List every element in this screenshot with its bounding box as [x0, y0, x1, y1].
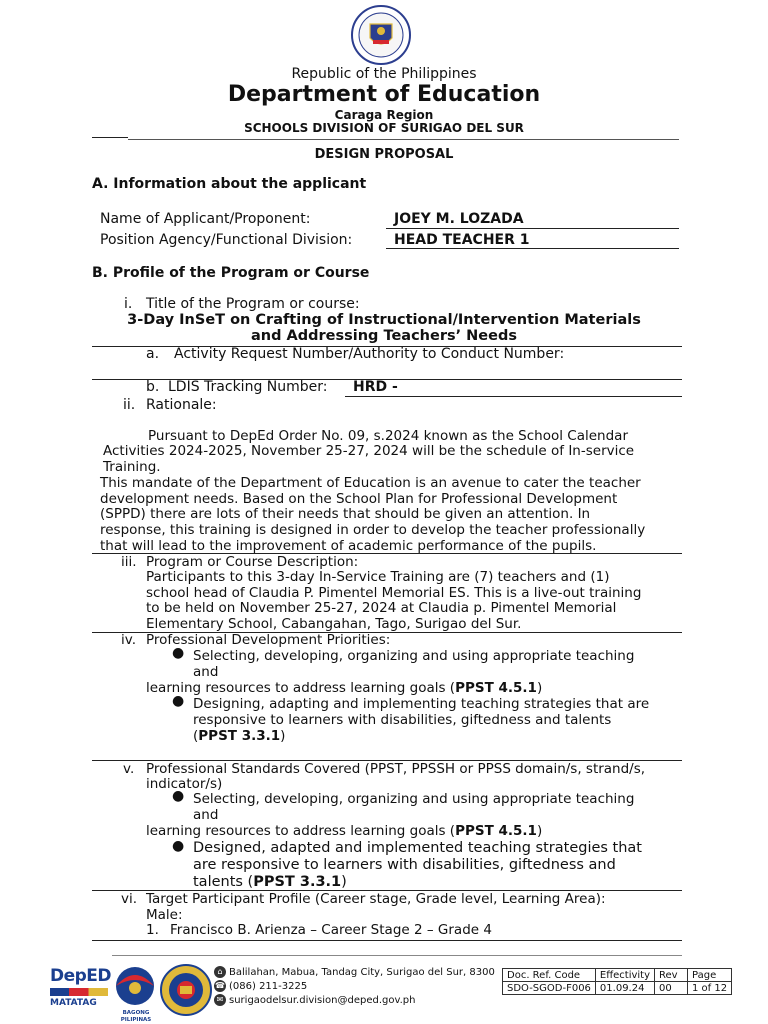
priority-2-line3: (PPST 3.3.1)	[193, 728, 286, 744]
header-rule	[128, 139, 679, 140]
standards-label-line2: indicator/s)	[146, 776, 223, 792]
ppst-code: PPST 3.3.1	[198, 728, 281, 744]
header-rule-left	[92, 137, 128, 138]
rationale-p1-line2: Activities 2024-2025, November 25-27, 2024 will be the schedule of In-service	[103, 443, 635, 459]
applicant-name-value: JOEY M. LOZADA	[394, 211, 524, 227]
participants-underline	[92, 940, 682, 941]
table-cell: SDO-SGOD-F006	[503, 982, 596, 995]
description-line4: Elementary School, Cabangahan, Tago, Surigao del Sur.	[146, 616, 522, 632]
item-a-number: a.	[146, 346, 160, 362]
matatag-text: MATATAG	[50, 998, 97, 1008]
ldis-value: HRD -	[353, 379, 398, 395]
ldis-underline	[345, 396, 682, 397]
item-a-label: Activity Request Number/Authority to Conduct Number:	[174, 346, 565, 362]
standard-2-line1: Designed, adapted and implemented teaching strategies that	[193, 840, 642, 856]
male-label: Male:	[146, 907, 183, 923]
item-iii-number: iii.	[121, 554, 137, 570]
division-line: SCHOOLS DIVISION OF SURIGAO DEL SUR	[244, 121, 524, 135]
table-header: Rev	[655, 969, 688, 982]
participant-profile-label: Target Participant Profile (Career stage, Grade level, Learning Area):	[146, 891, 606, 907]
standard-1-line1: Selecting, developing, organizing and using appropriate teaching	[193, 791, 635, 807]
bagong-pilipinas-text: BAGONG PILIPINAS	[120, 1010, 152, 1023]
standards-label-line1: Professional Standards Covered (PPST, PPSSH or PPSS domain/s, strand/s,	[146, 761, 646, 777]
ppst-code: PPST 4.5.1	[455, 823, 537, 839]
rationale-p1-line3: Training.	[103, 459, 161, 475]
rationale-p2-line4: response, this training is designed in order to develop the teacher professionally	[100, 522, 646, 538]
standard-2-line3: talents (PPST 3.3.1)	[193, 874, 347, 890]
republic-line: Republic of the Philippines	[291, 66, 477, 82]
deped-logo-text: DepED	[50, 966, 112, 986]
bagong-pilipinas-logo	[112, 966, 158, 1010]
position-value: HEAD TEACHER 1	[394, 232, 530, 248]
priority-2-line1: Designing, adapting and implementing teaching strategies that are	[193, 696, 650, 712]
program-title-line1: 3-Day InSeT on Crafting of Instructional/Intervention Materials	[127, 312, 641, 328]
table-header: Effectivity	[595, 969, 654, 982]
ldis-label: LDIS Tracking Number:	[168, 379, 328, 395]
standard-2-line2: are responsive to learners with disabilities, giftedness and	[193, 857, 616, 873]
rationale-label: Rationale:	[146, 397, 217, 413]
description-label: Program or Course Description:	[146, 554, 359, 570]
footer-phone: ☎ (086) 211-3225	[215, 981, 308, 992]
rationale-p2-line2: development needs. Based on the School Plan for Professional Development	[100, 491, 618, 507]
document-title: DESIGN PROPOSAL	[314, 147, 454, 162]
priority-1-line3: learning resources to address learning goals (PPST 4.5.1)	[146, 680, 543, 696]
department-title: Department of Education	[227, 82, 541, 107]
email-icon: ✉	[214, 994, 226, 1006]
table-cell: 00	[655, 982, 688, 995]
description-line3: to be held on November 25-27, 2024 at Claudia p. Pimentel Memorial	[146, 600, 617, 616]
division-seal-logo	[160, 964, 212, 1016]
name-underline	[386, 228, 679, 229]
deped-matatag-logo	[50, 966, 112, 1018]
phone-icon: ☎	[215, 981, 225, 990]
priority-2-line2: responsive to learners with disabilities, giftedness and talents	[193, 712, 612, 728]
participant-1: Francisco B. Arienza – Career Stage 2 – Grade 4	[170, 922, 492, 938]
table-header: Page	[688, 969, 732, 982]
position-underline	[386, 248, 679, 249]
bullet-icon: ●	[172, 838, 185, 854]
deped-seal-logo	[343, 4, 419, 66]
description-line2: school head of Claudia P. Pimentel Memorial ES. This is a live-out training	[146, 585, 642, 601]
item-ii-number: ii.	[123, 397, 136, 413]
location-icon: ⌂	[214, 966, 226, 978]
footer-address: ⌂ Balilahan, Mabua, Tandag City, Surigao del Sur, 8300	[214, 966, 495, 979]
item-iv-number: iv.	[121, 632, 136, 648]
bullet-icon: ●	[172, 645, 185, 661]
rationale-p2-line3: (SPPD) there are lots of their needs that should be given an attention. In	[100, 506, 591, 522]
bullet-icon: ●	[172, 693, 185, 709]
applicant-name-label: Name of Applicant/Proponent:	[100, 211, 311, 227]
priorities-label: Professional Development Priorities:	[146, 632, 391, 648]
item-i-label: Title of the Program or course:	[146, 296, 360, 312]
table-row	[503, 982, 732, 995]
bullet-icon: ●	[172, 788, 185, 804]
document-reference-table	[502, 968, 732, 995]
footer-rule	[112, 955, 682, 956]
footer-email: ✉ surigaodelsur.division@deped.gov.ph	[214, 994, 416, 1007]
program-title-line2: and Addressing Teachers’ Needs	[251, 328, 517, 344]
priority-1-line1: Selecting, developing, organizing and using appropriate teaching	[193, 648, 635, 664]
item-vi-number: vi.	[121, 891, 138, 907]
priority-1-line2: and	[193, 664, 219, 680]
section-a-heading: A. Information about the applicant	[92, 176, 367, 192]
ppst-code: PPST 3.3.1	[253, 874, 342, 890]
position-label: Position Agency/Functional Division:	[100, 232, 353, 248]
rationale-p1-line1: Pursuant to DepEd Order No. 09, s.2024 known as the School Calendar	[148, 428, 628, 444]
description-line1: Participants to this 3-day In-Service Training are (7) teachers and (1)	[146, 569, 610, 585]
item-b-number: b.	[146, 379, 160, 395]
item-v-number: v.	[123, 761, 135, 777]
standard-1-line2: and	[193, 807, 219, 823]
participant-1-number: 1.	[146, 922, 159, 938]
rationale-p2-line5: that will lead to the improvement of academic performance of the pupils.	[100, 538, 597, 554]
rationale-p2-line1: This mandate of the Department of Education is an avenue to cater the teacher	[100, 475, 641, 491]
table-cell: 01.09.24	[595, 982, 654, 995]
section-b-heading: B. Profile of the Program or Course	[92, 265, 370, 281]
ppst-code: PPST 4.5.1	[455, 680, 537, 696]
standard-1-line3: learning resources to address learning goals (PPST 4.5.1)	[146, 823, 543, 839]
table-header: Doc. Ref. Code	[503, 969, 596, 982]
table-row	[503, 969, 732, 982]
table-cell: 1 of 12	[688, 982, 732, 995]
region-line: Caraga Region	[334, 108, 434, 122]
item-i-number: i.	[124, 296, 133, 312]
